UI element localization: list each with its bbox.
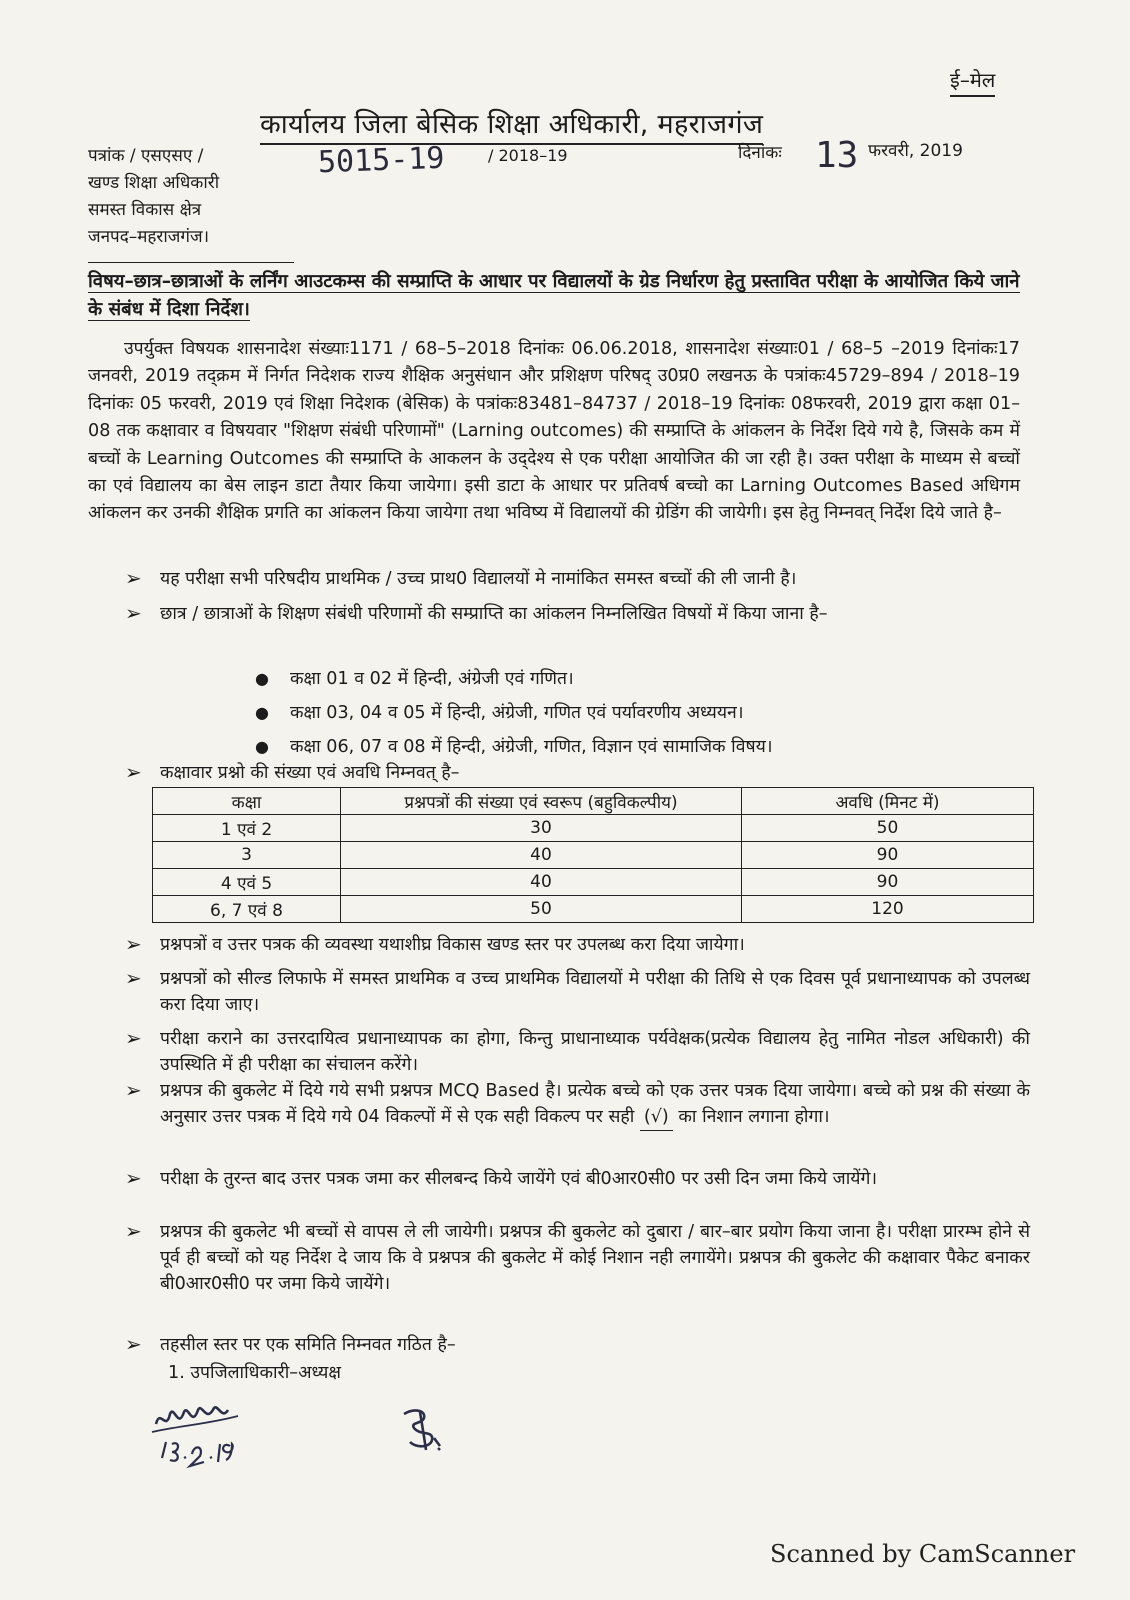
instruction-4: प्रश्नपत्रों व उत्तर पत्रक की व्यवस्था यथाशीघ्र विकास खण्ड स्तर पर उपलब्ध करा दिया जायेगा। [160,935,745,955]
cell-duration: 90 [742,842,1034,869]
cell-duration: 50 [742,815,1034,842]
cell-class: 1 एवं 2 [153,815,341,842]
cell-questions: 30 [341,815,742,842]
subjects-class-1-2: कक्षा 01 व 02 में हिन्दी, अंग्रेजी एवं गणित। [290,669,574,689]
instruction-7 [160,1078,1030,1131]
ref-prefix: पत्रांक / एसएसए / [88,146,204,166]
arrow-bullet-icon: ➢ [125,1219,142,1243]
cell-class: 4 एवं 5 [153,869,341,896]
instruction-1: यह परीक्षा सभी परिषदीय प्राथमिक / उच्च प्राथ0 विद्यालयों मे नामांकित समस्त बच्चों की ली जानी है। [160,569,797,589]
instruction-3: कक्षावार प्रश्नो की संख्या एवं अवधि निम्नवत् है– [160,763,460,783]
table-header-row [153,788,1034,815]
table-row [153,896,1034,923]
handwritten-date: 13 [815,135,859,176]
recipient-line-1: खण्ड शिक्षा अधिकारी [88,173,220,193]
header-duration: अवधि (मिनट में) [742,788,1034,815]
instruction-9: प्रश्नपत्र की बुकलेट भी बच्चों से वापस ले ली जायेगी। प्रश्नपत्र की बुकलेट को दुबारा / बार–बार प्रयोग किया जाना है। परीक्षा प्रारम्भ होने से पूर्व ही बच्चों को यह निर्देश दे जाय कि वे प्रश्नपत्र की बुकलेट में कोई निशान नही लगायेंगे। प्रश्नपत्र की बुकलेट की कक्षावार पैकेट बनाकर बी0आर0सी0 पर जमा किये जायेंगे। [160,1222,1030,1294]
table-row [153,869,1034,896]
arrow-bullet-icon: ➢ [125,966,142,990]
header-class: कक्षा [153,788,341,815]
arrow-bullet-icon: ➢ [125,1166,142,1190]
subject-text: विषय–छात्र–छात्राओं के लर्निंग आउटकम्स की सम्प्राप्ति के आधार पर विद्यालयों के ग्रेड निर्धारण हेतु प्रस्तावित परीक्षा के आयोजित किये जाने के संबंध में दिशा निर्देश। [88,271,1020,320]
reference-block [88,143,219,251]
arrow-bullet-icon: ➢ [125,1078,142,1102]
instruction-7-end: का निशान लगाना होगा। [678,1107,830,1127]
cell-questions: 40 [341,842,742,869]
cell-questions: 40 [341,869,742,896]
arrow-bullet-icon: ➢ [125,932,142,956]
dot-bullet-icon: ● [255,669,269,688]
arrow-bullet-icon: ➢ [125,760,142,784]
cell-duration: 90 [742,869,1034,896]
handwritten-signature [398,1404,448,1456]
subjects-class-3-5: कक्षा 03, 04 व 05 में हिन्दी, अंग्रेजी, गणित एवं पर्यावरणीय अध्ययन। [290,703,744,723]
dot-bullet-icon: ● [255,703,269,722]
instruction-2: छात्र / छात्राओं के शिक्षण संबंधी परिणामों की सम्प्राप्ति का आंकलन निम्नलिखित विषयों में किया जाना है– [160,604,828,624]
table-row [153,815,1034,842]
date-month-year: फरवरी, 2019 [868,141,963,161]
subjects-class-6-8: कक्षा 06, 07 व 08 में हिन्दी, अंग्रेजी, गणित, विज्ञान एवं सामाजिक विषय। [290,737,773,757]
date-label: दिनांकः [738,143,782,163]
instruction-7-text: प्रश्नपत्र की बुकलेट में दिये गये सभी प्रश्नपत्र MCQ Based है। प्रत्येक बच्चे को एक उत्तर पत्रक दिया जायेगा। बच्चे को प्रश्न की संख्या के अनुसार उत्तर पत्रक में दिये गये 04 विकल्पों में से एक सही विकल्प पर सही [160,1081,1030,1127]
tick-mark: (√) [640,1104,673,1131]
cell-duration: 120 [742,896,1034,923]
cell-class: 3 [153,842,341,869]
divider-rule [88,262,294,263]
ref-year: / 2018–19 [488,146,568,165]
arrow-bullet-icon: ➢ [125,1026,142,1050]
instruction-5: प्रश्नपत्रों को सील्ड लिफाफे में समस्त प्राथमिक व उच्च प्राथमिक विद्यालयों मे परीक्षा की तिथि से एक दिवस पूर्व प्रधानाध्यापक को उपलब्ध करा दिया जाए। [160,969,1030,1015]
instruction-6: परीक्षा कराने का उत्तरदायित्व प्रधानाध्यापक का होगा, किन्तु प्राधानाध्याक पर्यवेक्षक(प्रत्येक विद्यालय हेतु नामित नोडल अधिकारी) की उपस्थिति में ही परीक्षा का संचालन करेंगे। [160,1029,1030,1075]
question-duration-table [152,787,1034,923]
instruction-8: परीक्षा के तुरन्त बाद उत्तर पत्रक जमा कर सीलबन्द किये जायेंगे एवं बी0आर0सी0 पर उसी दिन जमा किये जायेंगे। [160,1169,878,1189]
recipient-line-3: जनपद–महराजगंज। [88,227,210,247]
cell-questions: 50 [341,896,742,923]
handwritten-ref-number: 5015-19 [317,140,446,181]
recipient-line-2: समस्त विकास क्षेत्र [88,200,202,220]
intro-paragraph: उपर्युक्त विषयक शासनादेश संख्याः1171 / 68–5–2018 दिनांकः 06.06.2018, शासनादेश संख्याः01 / 68–5 –2019 दिनांकः17 जनवरी, 2019 तद्‌क्रम में निर्गत निदेशक राज्य शैक्षिक अनुसंधान और प्रशिक्षण परिषद् उ0प्र0 लखनऊ के पत्रांकः45729–894 / 2018–19 दिनांकः 05 फरवरी, 2019 एवं शिक्षा निदेशक (बेसिक) के पत्रांकः83481–84737 / 2018–19 दिनांकः 08फरवरी, 2019 द्वारा कक्षा 01–08 तक कक्षावार व विषयवार "शिक्षण संबंधी परिणामों" (Larning outcomes) की सम्प्राप्ति के आंकलन के निर्देश दिये गये है, जिसके कम में बच्चों के Learning Outcomes की सम्प्राप्ति के आकलन के उद्‌देश्य से एक परीक्षा आयोजित की जा रही है। उक्त परीक्षा के माध्यम से बच्चों का एवं विद्यालय का बेस लाइन डाटा तैयार किया जायेगा। इसी डाटा के आधार पर प्रतिवर्ष बच्चो का Larning Outcomes Based अधिगम आंकलन कर उनकी शैक्षिक प्रगति का आंकलन किया जायेगा तथा भविष्य में विद्यालयों की ग्रेडिंग की जायेगी। इस हेतु निम्नवत् निर्देश दिये जाते है– [88,339,1020,524]
header-questions: प्रश्नपत्रों की संख्या एवं स्वरूप (बहुविकल्पीय) [341,788,742,815]
handwritten-initials-signature [148,1402,248,1472]
email-label: ई–मेल [950,66,995,97]
office-title: कार्यालय जिला बेसिक शिक्षा अधिकारी, महराजगंज [260,104,763,145]
camscanner-watermark: Scanned by CamScanner [770,1540,1076,1568]
arrow-bullet-icon: ➢ [125,601,142,625]
committee-item-1: 1. उपजिलाधिकारी–अध्यक्ष [168,1363,341,1383]
arrow-bullet-icon: ➢ [125,1332,142,1356]
cell-class: 6, 7 एवं 8 [153,896,341,923]
table-row [153,842,1034,869]
instruction-10: तहसील स्तर पर एक समिति निम्नवत गठित है– [160,1335,456,1355]
arrow-bullet-icon: ➢ [125,566,142,590]
dot-bullet-icon: ● [255,737,269,756]
subject-line [88,268,1020,324]
